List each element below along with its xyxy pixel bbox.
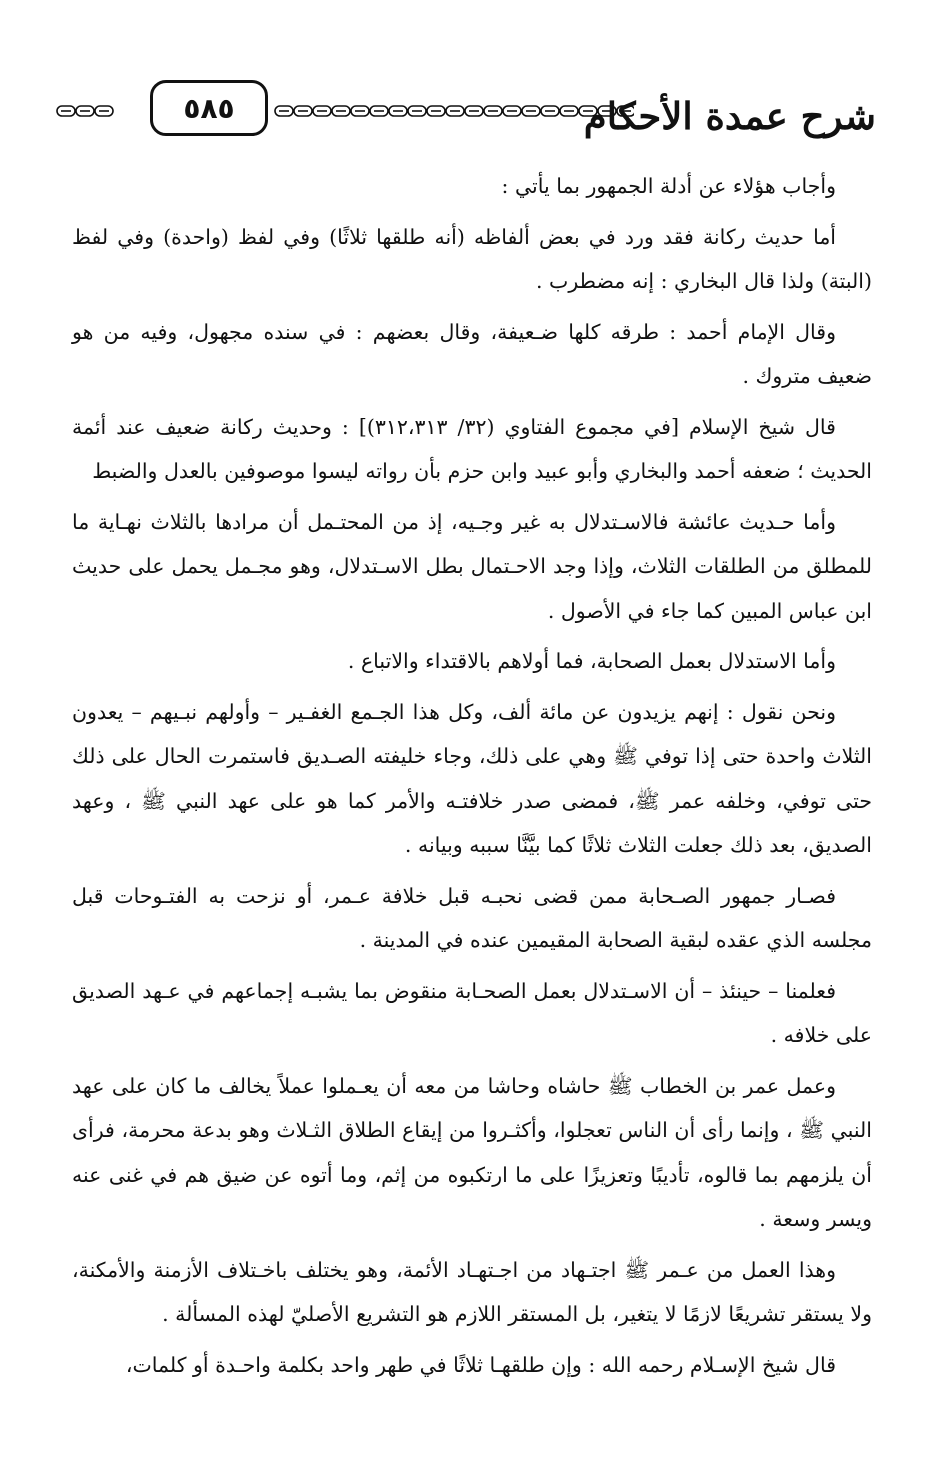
chain-ornament-icon xyxy=(56,104,116,118)
paragraph: وأجاب هؤلاء عن أدلة الجمهور بما يأتي : xyxy=(501,174,836,198)
paragraph: قال شيخ الإسـلام رحمه الله : وإن طلقهـا ثلاثًا في طهر واحد بكلمة واحـدة أو كلمات، xyxy=(125,1352,836,1377)
paragraph: فصـار جمهور الصـحابة ممن قضى نحبـه قبل خلافة عـمر، أو نزحت به الفتـوحات قبل مجلسه الذي عقده لبقية الصحابة المقيمين عنده في المدينة . xyxy=(72,883,872,952)
paragraph: فعلمنا – حينئذ – أن الاسـتدلال بعمل الصحـابة منقوض بما يشبـه إجماعهم في عـهد الصديق على خلافه . xyxy=(72,978,872,1047)
book-title: شرح عمدة الأحكام xyxy=(583,94,876,138)
paragraph: وأما حـديث عائشة فالاسـتدلال به غير وجـيه، إذ من المحتـمل أن مرادها بالثلاث نهـاية ما للمطلق من الطلقات الثلاث، وإذا وجد الاحـتمال بطل الاسـتدلال، وهو مجـمل يحمل على حديث ابن عباس المبين كما جاء في الأصول . xyxy=(72,509,872,623)
paragraph: وهذا العمل من عـمر ﷺ اجتـهاد من اجـتهـاد الأئمة، وهو يختلف باخـتلاف الأزمنة والأمكنة، ولا يستقر تشريعًا لازمًا لا يتغير، بل المستقر اللازم هو التشريع الأصليّ لهذه المسألة . xyxy=(72,1257,872,1326)
paragraph: ونحن نقول : إنهم يزيدون عن مائة ألف، وكل هذا الجـمع الغفـير – وأولهم نبـيهم – يعدون الثلاث واحدة حتى إذا توفي ﷺ وهي على ذلك، وجاء خليفته الصـديق فاستمرت الحال على ذلك حتى توفي، وخلفه عمر ﷺ، فمضى صدر خلافتـه والأمر كما هو على عهد النبي ﷺ ، وعهد الصديق، بعد ذلك جعلت الثلاث ثلاثًا كما بيَّنَّا سببه وبيانه . xyxy=(72,699,872,857)
paragraph: وعمل عمر بن الخطاب ﷺ حاشاه وحاشا من معه أن يعـملوا عملاً يخالف ما كان على عهد النبي ﷺ ، وإنما رأى أن الناس تعجلوا، وأكثـروا من إيقاع الطلاق الثـلاث وهو بدعة محرمة، فرأى أن يلزمهم بما قالوه، تأديبًا وتعزيزًا على ما ارتكبوه من إثم، وما أتوه عن ضيق هم في غنى عنه ويسر وسعة . xyxy=(72,1073,872,1231)
paragraph: قال شيخ الإسلام [في مجموع الفتاوي (٣٢/ ٣١٢،٣١٣)] : وحديث ركانة ضعيف عند أئمة الحديث ؛ ضعفه أحمد والبخاري وأبو عبيد وابن حزم بأن رواته ليسوا موصوفين بالعدل والضبط xyxy=(72,414,872,483)
page-number: ٥٨٥ xyxy=(150,80,268,136)
page-body xyxy=(72,164,872,1393)
page-header xyxy=(56,78,882,148)
paragraph: أما حديث ركانة فقد ورد في بعض ألفاظه (أنه طلقها ثلاثًا) وفي لفظ (واحدة) وفي لفظ (البتة) ولذا قال البخاري : إنه مضطرب . xyxy=(72,224,872,293)
paragraph: وأما الاستدلال بعمل الصحابة، فما أولاهم بالاقتداء والاتباع . xyxy=(347,649,836,673)
paragraph: وقال الإمام أحمد : طرقه كلها ضـعيفة، وقال بعضهم : في سنده مجهول، وفيه من هو ضعيف متروك . xyxy=(72,319,872,388)
chain-ornament-icon xyxy=(274,104,634,118)
